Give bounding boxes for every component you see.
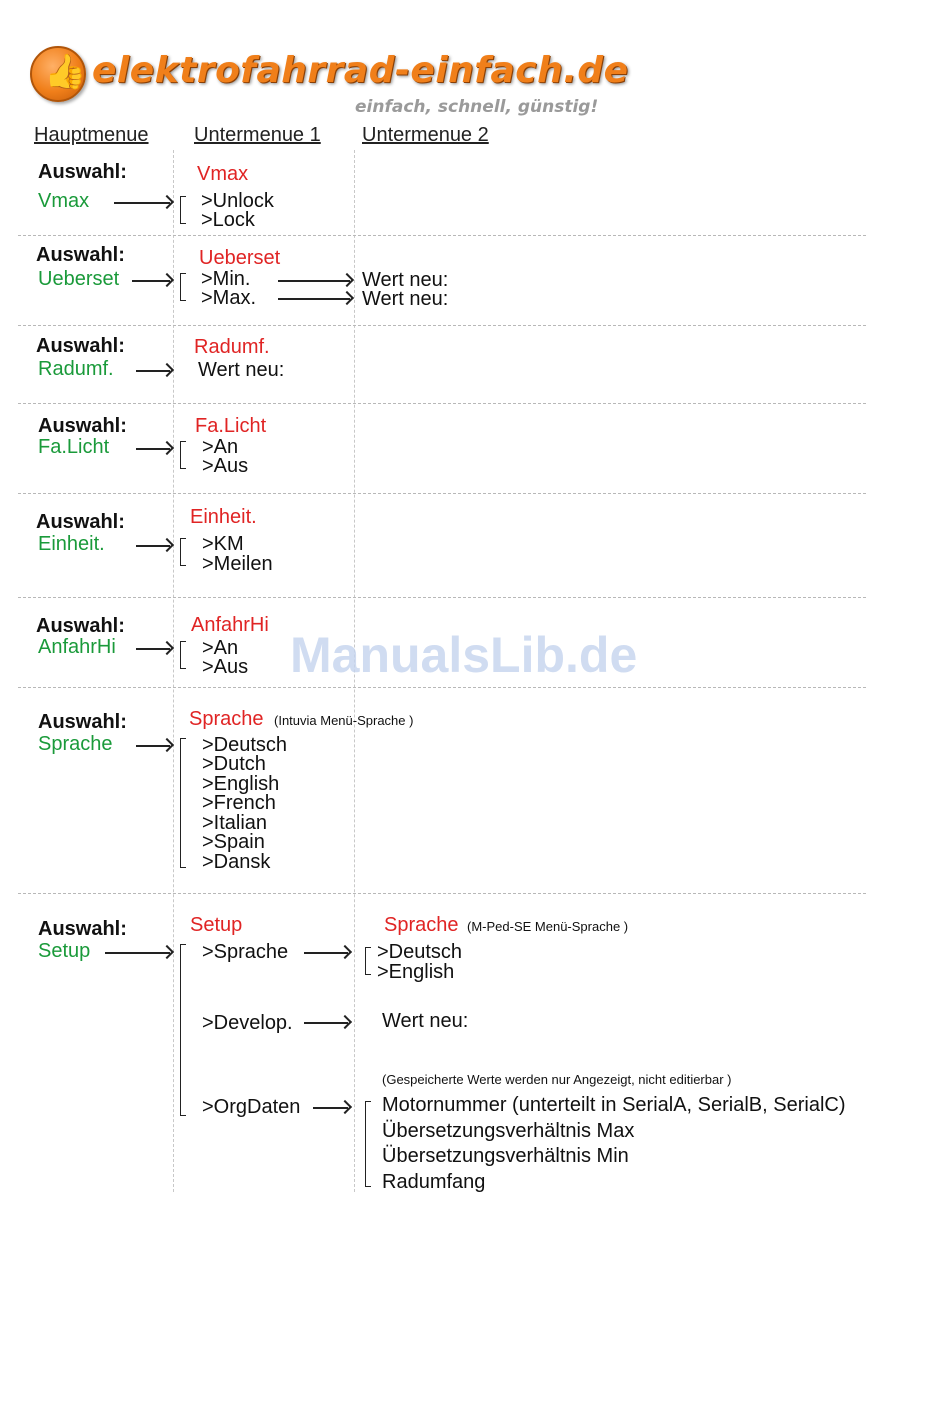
arrow-icon bbox=[136, 545, 170, 547]
col-head-main: Hauptmenue bbox=[34, 124, 149, 146]
selection-label: Auswahl: bbox=[38, 161, 127, 183]
sprache-note: (Intuvia Menü-Sprache ) bbox=[274, 713, 414, 728]
arrow-icon bbox=[114, 202, 170, 204]
main-item-falicht: Fa.Licht bbox=[38, 436, 110, 458]
bracket-icon bbox=[180, 538, 186, 566]
selection-label: Auswahl: bbox=[38, 711, 127, 733]
selection-label: Auswahl: bbox=[38, 918, 127, 940]
arrow-icon bbox=[136, 745, 170, 747]
arrow-icon bbox=[132, 280, 170, 282]
main-item-ueberset: Ueberset bbox=[38, 268, 120, 290]
main-item-einheit: Einheit. bbox=[38, 533, 105, 555]
sub2-sprache-note: (M-Ped-SE Menü-Sprache ) bbox=[467, 919, 629, 934]
arrow-icon bbox=[136, 648, 170, 650]
orgdaten-uebersetzung-max: Übersetzungsverhältnis Max bbox=[382, 1120, 635, 1142]
option-spain: >Spain bbox=[202, 831, 265, 853]
option-meilen: >Meilen bbox=[202, 553, 273, 575]
orgdaten-radumfang: Radumfang bbox=[382, 1171, 486, 1193]
col-head-sub1: Untermenue 1 bbox=[194, 124, 321, 146]
bracket-icon bbox=[180, 196, 186, 224]
thumbs-up-icon: 👍 bbox=[30, 46, 86, 102]
main-item-radumf: Radumf. bbox=[38, 358, 114, 380]
selection-label: Auswahl: bbox=[38, 415, 127, 437]
row-divider bbox=[18, 687, 866, 688]
option-an: >An bbox=[202, 436, 239, 458]
option-develop: >Develop. bbox=[202, 1012, 293, 1034]
row-divider bbox=[18, 493, 866, 494]
selection-label: Auswahl: bbox=[36, 615, 125, 637]
bracket-icon bbox=[180, 273, 186, 301]
slogan: einfach, schnell, günstig! bbox=[355, 97, 599, 117]
option-an: >An bbox=[202, 637, 239, 659]
main-item-sprache: Sprache bbox=[38, 733, 113, 755]
option-orgdaten: >OrgDaten bbox=[202, 1096, 301, 1118]
arrow-icon bbox=[136, 370, 170, 372]
arrow-icon bbox=[136, 448, 170, 450]
submenu-title-falicht: Fa.Licht bbox=[195, 415, 267, 437]
option-lock: >Lock bbox=[201, 209, 255, 231]
submenu-title-vmax: Vmax bbox=[197, 163, 249, 185]
submenu-title-setup: Setup bbox=[190, 914, 243, 936]
submenu-title-einheit: Einheit. bbox=[190, 506, 257, 528]
option-french: >French bbox=[202, 792, 276, 814]
row-divider bbox=[18, 893, 866, 894]
bracket-icon bbox=[365, 1101, 371, 1187]
selection-label: Auswahl: bbox=[36, 244, 125, 266]
bracket-icon bbox=[180, 738, 186, 868]
row-divider bbox=[18, 597, 866, 598]
row-divider bbox=[18, 403, 866, 404]
option-dutch: >Dutch bbox=[202, 753, 266, 775]
selection-label: Auswahl: bbox=[36, 511, 125, 533]
main-item-anfahrhi: AnfahrHi bbox=[38, 636, 116, 658]
value-new-radumf: Wert neu: bbox=[198, 359, 285, 381]
arrow-icon bbox=[313, 1107, 348, 1109]
column-divider bbox=[173, 150, 174, 1192]
option-deutsch: >Deutsch bbox=[202, 734, 288, 756]
option-aus: >Aus bbox=[202, 455, 249, 477]
row-divider bbox=[18, 325, 866, 326]
option-min: >Min. bbox=[201, 268, 251, 290]
option-dansk: >Dansk bbox=[202, 851, 271, 873]
main-item-vmax: Vmax bbox=[38, 190, 90, 212]
value-new-min: Wert neu: bbox=[362, 269, 449, 291]
main-item-setup: Setup bbox=[38, 940, 91, 962]
orgdaten-motornummer: Motornummer (unterteilt in SerialA, SerialB, SerialC) bbox=[382, 1094, 846, 1116]
option-km: >KM bbox=[202, 533, 244, 555]
selection-label: Auswahl: bbox=[36, 335, 125, 357]
arrow-icon bbox=[105, 952, 170, 954]
option-max: >Max. bbox=[201, 287, 257, 309]
arrow-icon bbox=[278, 298, 350, 300]
option-setup-deutsch: >Deutsch bbox=[377, 941, 463, 963]
arrow-icon bbox=[304, 952, 348, 954]
submenu-title-sprache: Sprache bbox=[189, 708, 264, 730]
bracket-icon bbox=[180, 441, 186, 469]
arrow-icon bbox=[304, 1022, 348, 1024]
arrow-icon bbox=[278, 280, 350, 282]
col-head-sub2: Untermenue 2 bbox=[362, 124, 489, 146]
value-new-max: Wert neu: bbox=[362, 288, 449, 310]
bracket-icon bbox=[180, 641, 186, 669]
option-aus: >Aus bbox=[202, 656, 249, 678]
watermark: ManualsLib.de bbox=[290, 627, 638, 683]
option-italian: >Italian bbox=[202, 812, 268, 834]
row-divider bbox=[18, 235, 866, 236]
orgdaten-note: (Gespeicherte Werte werden nur Angezeigt, nicht editierbar ) bbox=[382, 1072, 732, 1087]
sub2-title-sprache: Sprache bbox=[384, 914, 459, 936]
submenu-title-radumf: Radumf. bbox=[194, 336, 270, 358]
option-english: >English bbox=[202, 773, 280, 795]
submenu-title-ueberset: Ueberset bbox=[199, 247, 281, 269]
submenu-title-anfahrhi: AnfahrHi bbox=[191, 614, 269, 636]
brand-logo: elektrofahrrad-einfach.de bbox=[92, 50, 629, 91]
orgdaten-uebersetzung-min: Übersetzungsverhältnis Min bbox=[382, 1145, 629, 1167]
option-setup-sprache: >Sprache bbox=[202, 941, 289, 963]
bracket-icon bbox=[180, 944, 186, 1116]
bracket-icon bbox=[365, 947, 371, 975]
option-unlock: >Unlock bbox=[201, 190, 274, 212]
option-setup-english: >English bbox=[377, 961, 455, 983]
value-new-develop: Wert neu: bbox=[382, 1010, 469, 1032]
